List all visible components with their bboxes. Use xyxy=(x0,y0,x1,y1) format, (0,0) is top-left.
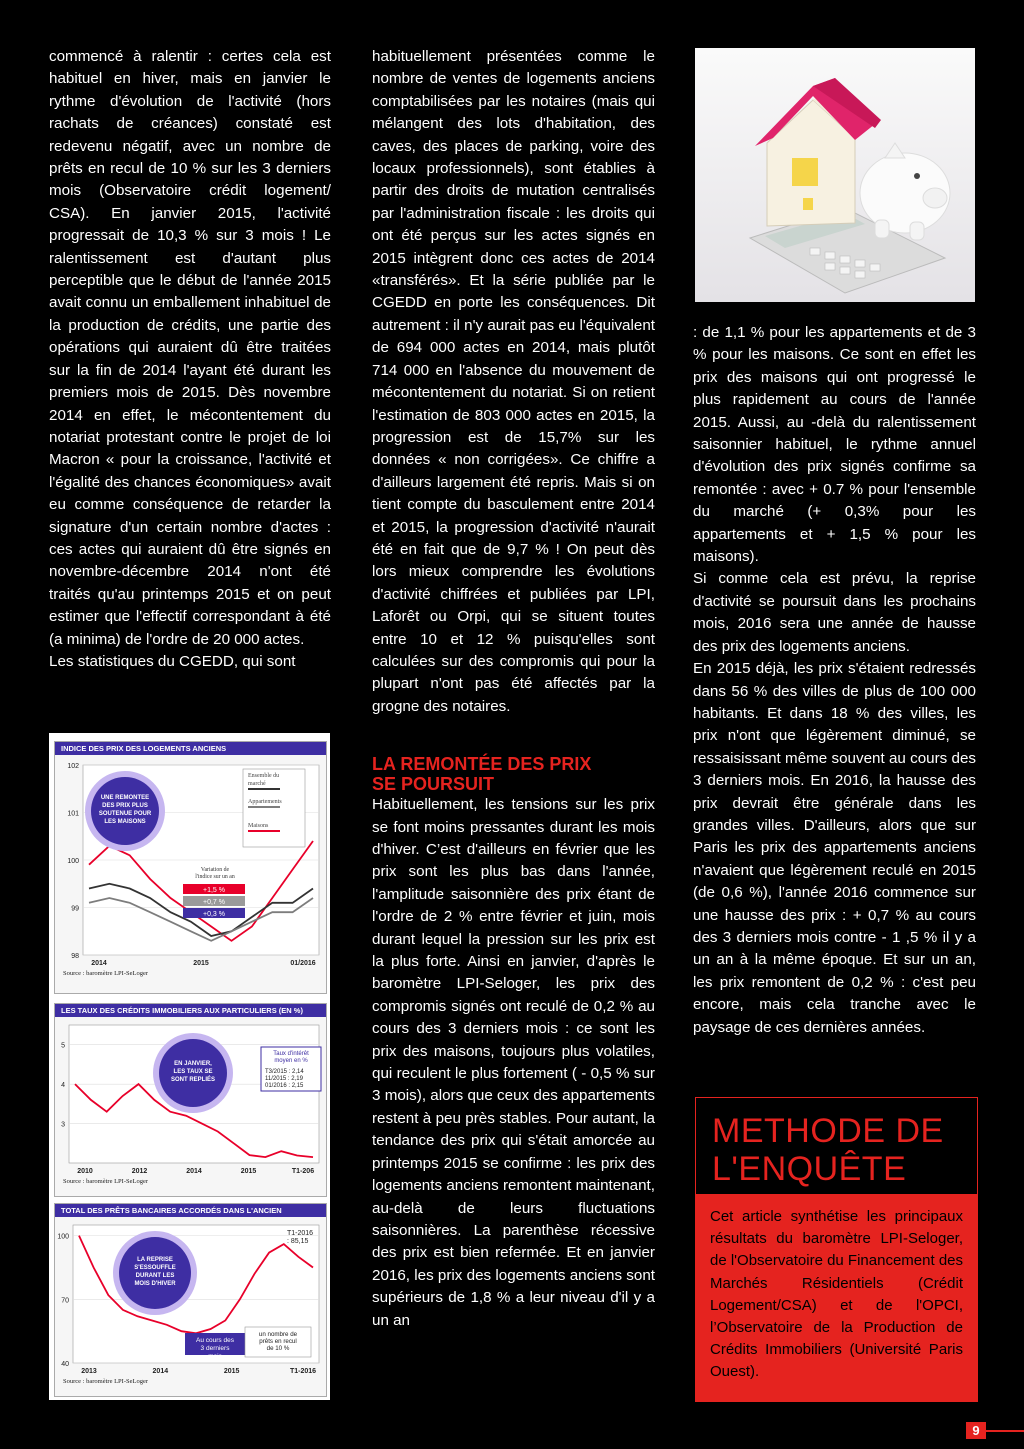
chart-source: Source : baromètre LPI-SeLoger xyxy=(63,1178,149,1185)
callout-text: LES TAUX SE xyxy=(173,1069,213,1075)
chart-title: INDICE DES PRIX DES LOGEMENTS ANCIENS xyxy=(55,742,326,755)
legend-label: marché xyxy=(248,781,266,787)
paragraph: : de 1,1 % pour les appartements et de 3 % pour les maisons. Ce sont en effet les prix des maisons qui ont progressé le plus rapidement au cours de l'année 2015. Aussi, au -delà du ralentissement saisonnier habituel, le rythme annuel d'évolution des prix signés confirme sa remontée : avec + 0.7 % pour l'ensemble du marché (+ 0,3% pour les appartements et + 1,5 % pour les maisons). xyxy=(693,324,976,566)
x-tick-label: 01/2016 xyxy=(290,960,316,967)
callout-text: UNE REMONTEE xyxy=(100,795,150,801)
end-label: T1-2016 xyxy=(287,1230,314,1237)
y-tick-label: 70 xyxy=(61,1297,69,1305)
house-piggybank-photo xyxy=(695,48,975,302)
note-left-text: 3 derniers xyxy=(200,1345,230,1352)
paragraph: En 2015 déjà, les prix s'étaient redressés dans 56 % des villes de plus de 100 000 habitants. Et dans 18 % des villes, les prix n'ont que légèrement diminué, se ressaisissant même souvent au cours des 3 derniers mois. En 2016, la hausse des prix devrait être générale dans les grandes villes. D'ailleurs, alors que sur Paris les prix des appartements anciens n'avaient que légèrement reculé en 2015 (de 0,6 %), l'année 2016 commence sur une hausse des prix : + 0,7 % au cours des 3 derniers mois contre - 1 ,5 % il y a un an à la même époque. Et sur un an, les prix remontent de 0,2 % : c'est peu encore, mais cela tranche avec le paysage de ces dernières années. xyxy=(693,660,976,1036)
y-tick-label: 101 xyxy=(67,810,79,818)
chart-title: TOTAL DES PRÊTS BANCAIRES ACCORDÉS DANS L'ANCIEN xyxy=(55,1204,326,1217)
interest-rate-chart xyxy=(54,1003,327,1197)
callout-text: DES PRIX PLUS xyxy=(102,803,148,809)
method-box xyxy=(695,1097,978,1402)
y-tick-label: 100 xyxy=(57,1233,69,1241)
note-right-text: un nombre de xyxy=(258,1331,298,1338)
x-tick-label: T1-2016 xyxy=(289,1368,317,1375)
bank-loans-chart xyxy=(54,1203,327,1397)
y-tick-label: 100 xyxy=(67,858,79,865)
note-right-text: prêts en recul xyxy=(259,1338,297,1345)
y-tick-label: 4 xyxy=(61,1082,65,1090)
legend-label: Appartements xyxy=(248,799,282,805)
price-index-plot xyxy=(55,755,326,991)
callout-text: LA REPRISE xyxy=(137,1257,173,1263)
callout-text: SOUTENUE POUR xyxy=(98,811,152,817)
paragraph: Habituellement, les tensions sur les prix se font moins pressantes durant les mois d'hiver. C’est d'ailleurs en février que les prix sont les plus bas dans l'année, l'amplitude saisonnière des prix étant de l'ordre de 2 % entre février et juin, mois durant lequel la pression sur les prix est la plus forte. Ainsi en janvier, d'après le baromètre LPI-Seloger, les prix des compromis signés ont reculé de 0,2 % au cours des 3 derniers mois : ce sont les prix des maisons, toujours plus volatiles, qui reculent le plus fortement ( - 0,5 % sur 3 mois), alors que ceux des appartements restent à peu près stables. Pour autant, la tendance des prix qui s'était amorcée au printemps 2015 se confirme : les prix des logements anciens remontent maintenant, au-delà de leurs fluctuations saisonnières. La parenthèse récessive des prix est bien refermée. Et en janvier 2016, les prix des logements anciens sont supérieurs de 1,8 % a leur niveau d'il y a un an xyxy=(372,796,655,1329)
paragraph: Si comme cela est prévu, la reprise d'activité se poursuit dans les prochains mois, 2016 sera une année de hausse des prix des logements anciens. xyxy=(693,570,976,655)
paragraph: commencé à ralentir : certes cela est habituel en hiver, mais en janvier le rythme d'évolution de l'activité (hors rachats de créances) constaté est redevenu négatif, avec un nombre de prêts en recul de 10 % sur les 3 derniers mois (Observatoire crédit logement/ CSA). En janvier 2015, l'activité progressait de 10,3 % sur 3 mois ! Le ralentissement est d'autant plus perceptible que le début de l'année 2015 avait connu un emballement inhabituel de la production de crédits, une partie des opérations qui auraient dû être traitées sur la fin de 2014 l'ayant été durant les premiers mois de 2015. Dès novembre 2014 en effet, le mécontentement du notariat protestant contre le projet de loi Macron « pour la croissance, l'activité et l'égalité des chances économiques» avait eu comme conséquence de retarder la signature d'un certain nombre d'actes : ces actes qui auraient dû être signés en novembre-décembre 2014 n'ont été traités qu'au printemps 2015 et on peut estimer que l'effectif correspondant à été (a minima) de l'ordre de 20 000 actes. xyxy=(49,48,331,648)
x-tick-label: 2015 xyxy=(193,960,209,967)
interest-rate-plot xyxy=(55,1017,326,1194)
info-row: T3/2015 : 2,14 xyxy=(265,1069,304,1075)
note-left-text: Au cours des xyxy=(196,1337,234,1344)
callout-text: MOIS D'HIVER xyxy=(134,1281,176,1287)
page-number: 9 xyxy=(966,1422,986,1439)
x-tick-label: 2014 xyxy=(91,960,107,967)
legend-label: Maisons xyxy=(248,823,269,829)
info-row: 01/2016 : 2,15 xyxy=(265,1083,304,1089)
badge-text: +0,3 % xyxy=(203,911,225,918)
info-title: moyen en % xyxy=(274,1058,308,1064)
section-heading xyxy=(372,754,655,794)
y-tick-label: 40 xyxy=(61,1361,69,1368)
x-tick-label: 2014 xyxy=(152,1368,169,1375)
info-row: 11/2015 : 2,19 xyxy=(265,1076,303,1082)
page-rule xyxy=(986,1430,1024,1432)
chart-source: Source : baromètre LPI-SeLoger xyxy=(63,970,149,977)
section-heading-line-1: LA REMONTÉE DES PRIX xyxy=(372,754,592,775)
callout-text: EN JANVIER, xyxy=(174,1061,212,1067)
end-label: : 85,15 xyxy=(287,1238,309,1245)
chart-title: LES TAUX DES CRÉDITS IMMOBILIERS AUX PARTICULIERS (EN %) xyxy=(55,1004,326,1017)
callout-text: SONT REPLIÉS xyxy=(170,1077,216,1083)
paragraph: Les statistiques du CGEDD, qui sont xyxy=(49,652,296,670)
x-tick-label: 2015 xyxy=(223,1368,240,1375)
annotation: l'indice sur un an xyxy=(195,874,235,880)
method-body: Cet article synthétise les principaux résultats du baromètre LPI-Seloger, de l'Observatoire du Financement des Marchés Résidentiels (Crédit Logement/CSA) et de l'OPCI, l’Observatoire de la Production de Crédits Immobiliers (Université Paris Ouest). xyxy=(696,1194,977,1401)
paragraph: habituellement présentées comme le nombre de ventes de logements anciens comptabilisées par les notaires (mais qui mélangent des lots d'habitation, des caves, des places de parking, voire des locaux professionnels), sont établies à partir des droits de mutation centralisés par l'administration fiscale : les droits qui ont été perçus sur les actes signés en 2015 intègrent donc ces actes de 2014 «transférés». Et la série publiée par le CGEDD en porte les conséquences. Dit autrement : il n'y aurait pas eu l'équivalent de 694 000 actes en 2014, mais plutôt 714 000 en l'absence du mouvement de mécontentement du notariat. Si on retient l'estimation de 803 000 actes en 2015, la progression est de 15,7% sur les données « non corrigées». Ce chiffre a d'ailleurs largement été repris. Mais si on tient compte du basculement entre 2014 et 2015, la progression d'activité n'aurait été en fait que de 9,7 % ! On peut dès lors mieux comprendre les évolutions d'activité chiffrées et publiées par LPI, Laforêt ou Orpi, qui se situent toutes entre 10 et 12 % puisqu'elles sont calculées sur des compromis qui pour la plupart n'ont pas été affectés par la grogne des notaires. xyxy=(372,48,655,715)
callout-text: DURANT LES xyxy=(135,1273,175,1279)
method-title-line-1: METHODE DE xyxy=(712,1112,944,1150)
x-tick-label: 2015 xyxy=(240,1168,257,1175)
charts-panel xyxy=(49,733,330,1400)
badge-text: +0,7 % xyxy=(203,899,225,906)
y-tick-label: 99 xyxy=(71,905,79,913)
article-column-3 xyxy=(693,322,976,1039)
y-tick-label: 98 xyxy=(71,953,79,960)
callout-text: LES MAISONS xyxy=(104,819,146,825)
callout-text: S'ESSOUFFLE xyxy=(134,1265,176,1271)
method-title-line-2: L'ENQUÊTE xyxy=(712,1150,907,1188)
x-tick-label: 2014 xyxy=(186,1168,202,1175)
x-tick-label: 2010 xyxy=(77,1168,93,1175)
method-title xyxy=(696,1098,977,1194)
y-tick-label: 3 xyxy=(61,1121,65,1129)
section-heading-line-2: SE POURSUIT xyxy=(372,774,495,795)
bank-loans-plot xyxy=(55,1217,326,1394)
note-left-text: mois xyxy=(208,1353,222,1360)
chart-source: Source : baromètre LPI-SeLoger xyxy=(63,1378,149,1385)
info-title: Taux d'intérêt xyxy=(273,1051,309,1057)
annotation: Variation de xyxy=(200,867,230,873)
x-tick-label: 2012 xyxy=(131,1168,148,1175)
x-tick-label: 2013 xyxy=(81,1368,97,1375)
price-index-chart xyxy=(54,741,327,994)
legend-label: Ensemble du xyxy=(248,773,280,779)
x-tick-label: T1-206 xyxy=(291,1168,315,1175)
note-right-text: de 10 % xyxy=(266,1345,290,1352)
article-column-1 xyxy=(49,46,331,673)
badge-text: +1,5 % xyxy=(203,887,225,894)
article-column-2 xyxy=(372,46,655,1332)
house-piggybank-illustration xyxy=(695,48,975,302)
y-tick-label: 102 xyxy=(67,763,79,770)
y-tick-label: 5 xyxy=(61,1042,65,1050)
